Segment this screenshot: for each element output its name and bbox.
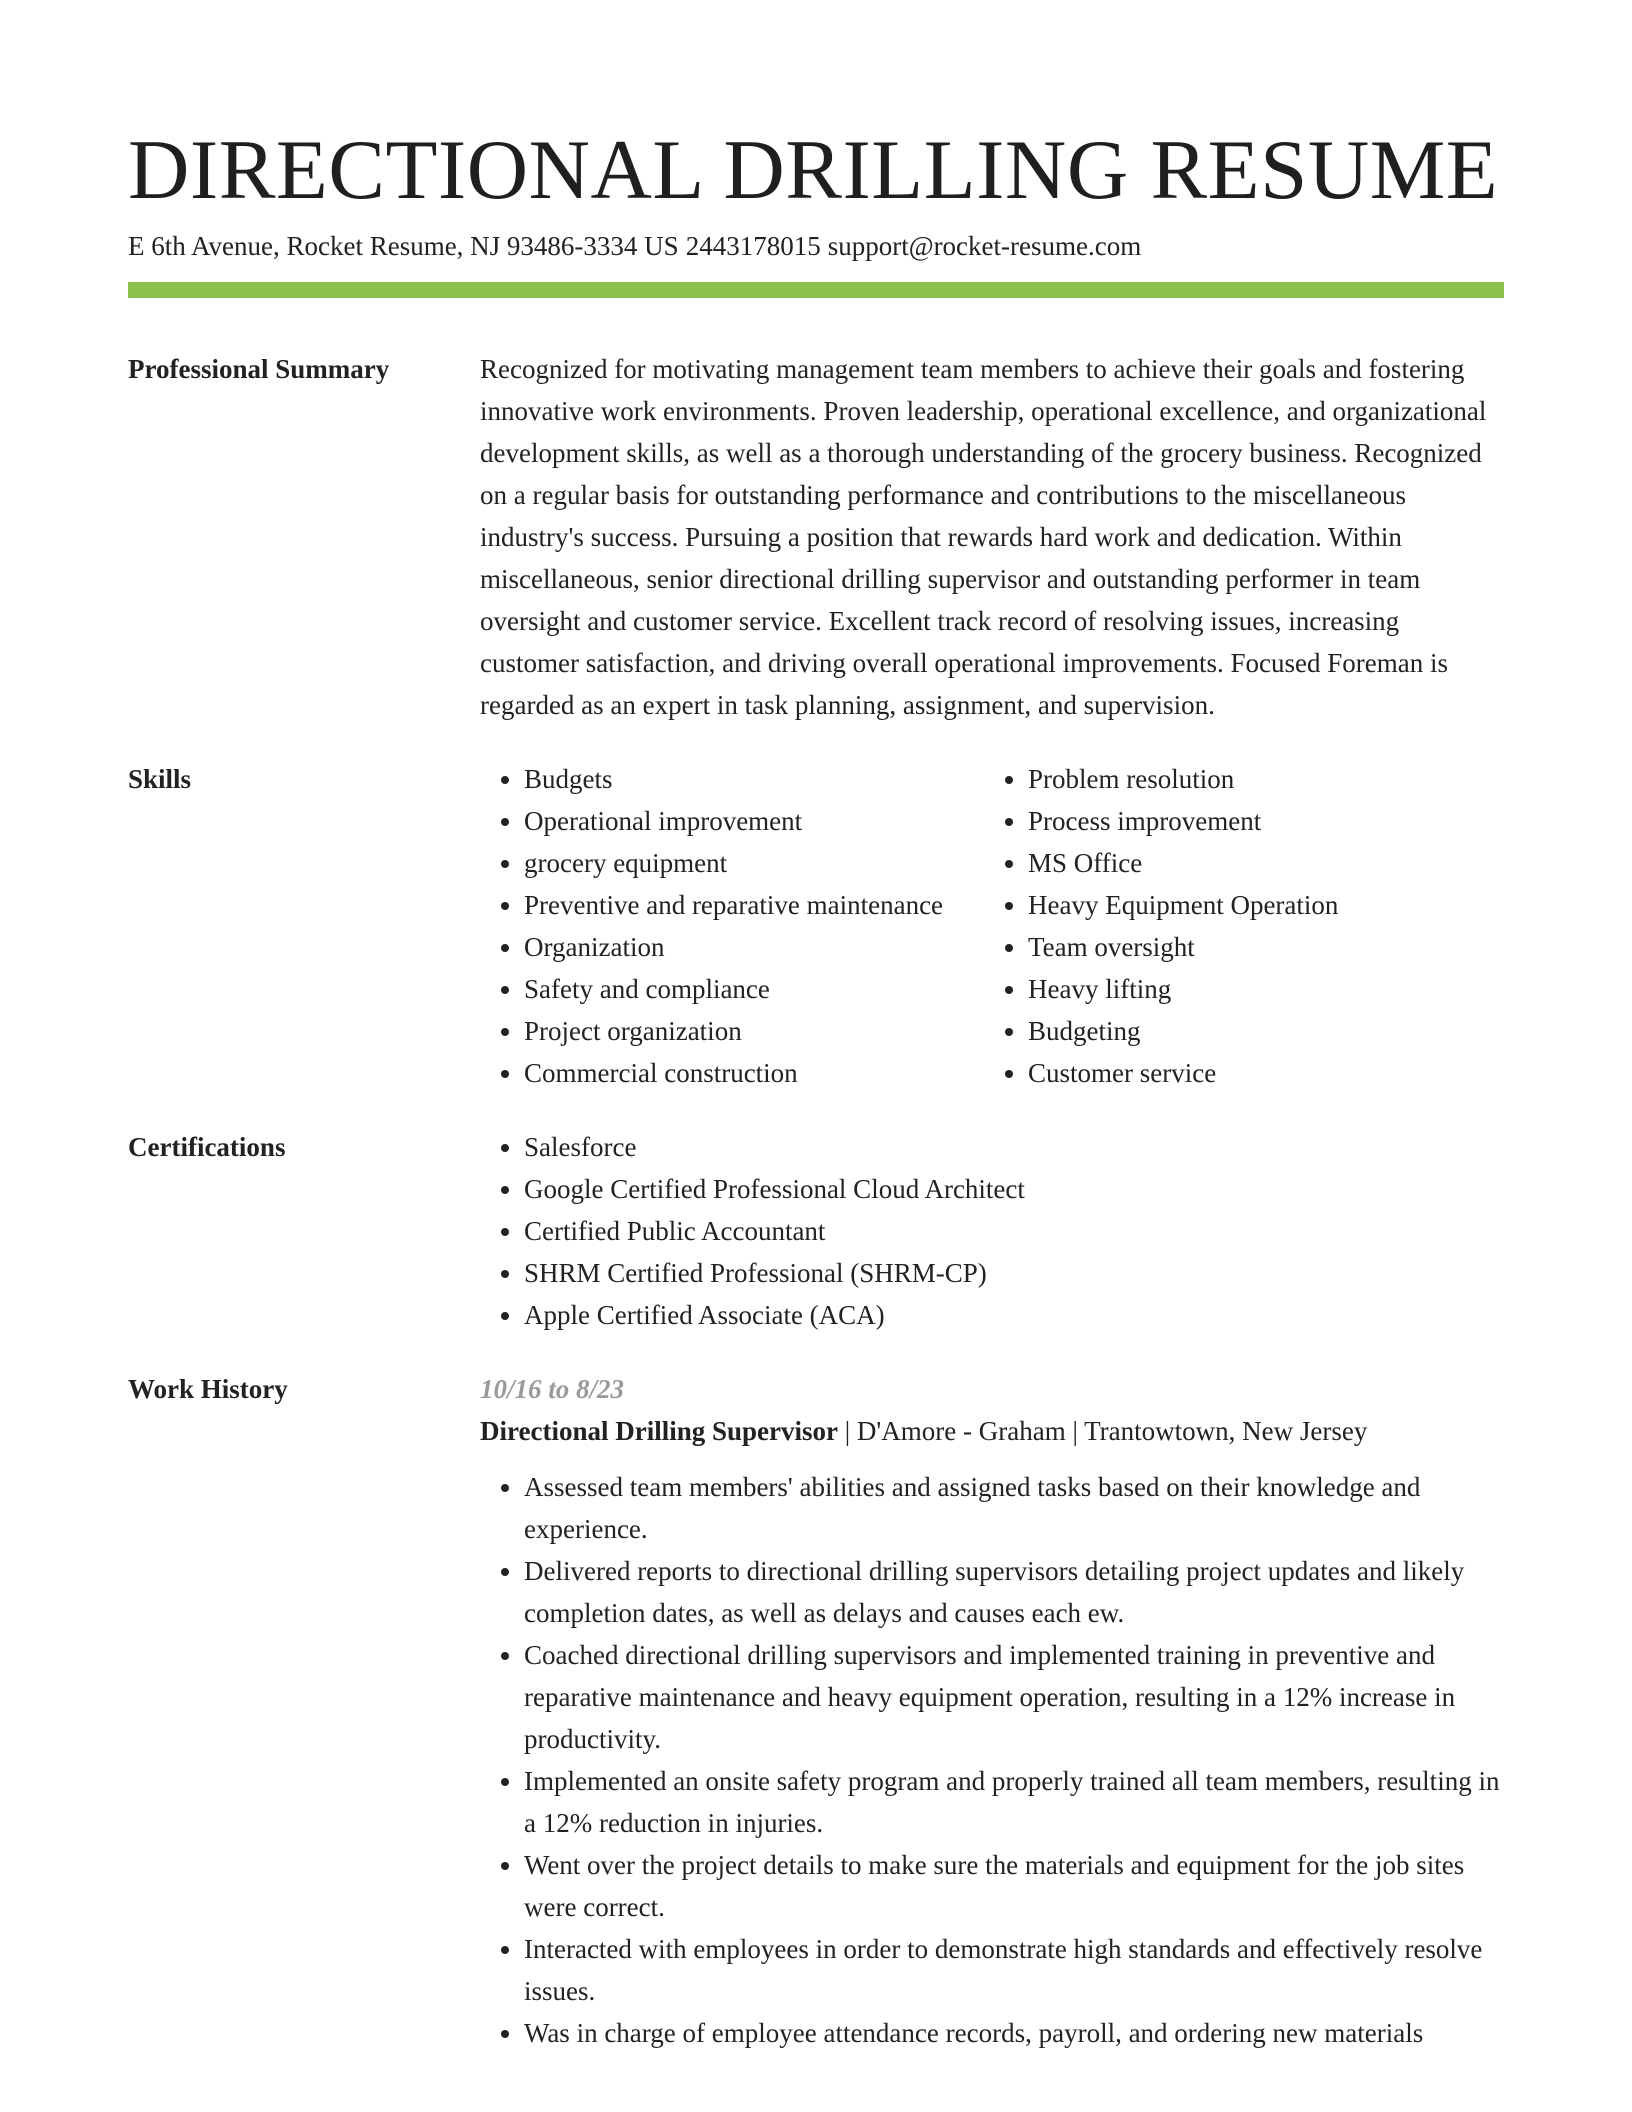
job-title-line <box>480 1410 1504 1452</box>
summary-text: Recognized for motivating management team members to achieve their goals and fostering innovative work environments. Proven leadership, operational excellence, and organizational development skills, as well as a thorough understanding of the grocery business. Recognized on a regular basis for outstanding performance and contributions to the miscellaneous industry's success. Pursuing a position that rewards hard work and dedication. Within miscellaneous, senior directional drilling supervisor and outstanding performer in team oversight and customer service. Excellent track record of resolving issues, increasing customer satisfaction, and driving overall operational improvements. Focused Foreman is regarded as an expert in task planning, assignment, and supervision. <box>480 354 1487 720</box>
contact-line <box>128 228 1504 264</box>
certification-item: • Salesforce <box>524 1126 1504 1168</box>
skills-heading: Skills <box>128 764 192 794</box>
job-bullet: • Went over the project details to make sure the materials and equipment for the job sites were correct. <box>524 1844 1504 1928</box>
contact-email: support@rocket-resume.com <box>827 231 1142 261</box>
skill-item: • Team oversight <box>1028 926 1504 968</box>
skill-item: • Organization <box>524 926 984 968</box>
certifications-section <box>128 1126 1504 1336</box>
skill-item: • Process improvement <box>1028 800 1504 842</box>
job-bullet: • Was in charge of employee attendance records, payroll, and ordering new materials <box>524 2012 1504 2054</box>
skill-item: • Customer service <box>1028 1052 1504 1094</box>
job-title: Directional Drilling Supervisor <box>480 1416 838 1446</box>
skill-item: • Heavy Equipment Operation <box>1028 884 1504 926</box>
work-history-section <box>128 1368 1504 2054</box>
skill-item: • Operational improvement <box>524 800 984 842</box>
skill-item: • Preventive and reparative maintenance <box>524 884 984 926</box>
work-history-body <box>480 1368 1504 2054</box>
skills-section <box>128 758 1504 1094</box>
certification-item: • Certified Public Accountant <box>524 1210 1504 1252</box>
skill-item: • Problem resolution <box>1028 758 1504 800</box>
skill-item: • Heavy lifting <box>1028 968 1504 1010</box>
contact-address: E 6th Avenue, Rocket Resume, NJ 93486-3334 US <box>128 231 679 261</box>
certifications-heading: Certifications <box>128 1132 286 1162</box>
summary-heading: Professional Summary <box>128 354 390 384</box>
skill-item: • Commercial construction <box>524 1052 984 1094</box>
contact-phone: 2443178015 <box>685 231 821 261</box>
skill-item: • Budgeting <box>1028 1010 1504 1052</box>
header-divider <box>128 282 1504 298</box>
skill-item: • Project organization <box>524 1010 984 1052</box>
job-bullet: • Interacted with employees in order to demonstrate high standards and effectively resolve issues. <box>524 1928 1504 2012</box>
job-company-location: | D'Amore - Graham | Trantowtown, New Jersey <box>838 1416 1368 1446</box>
resume-page <box>128 120 1504 2054</box>
job-bullets <box>480 1466 1504 2054</box>
certifications-body <box>480 1126 1504 1336</box>
skill-item: • grocery equipment <box>524 842 984 884</box>
certifications-list <box>480 1126 1504 1336</box>
job-bullet: • Delivered reports to directional drilling supervisors detailing project updates and likely completion dates, as well as delays and causes each ew. <box>524 1550 1504 1634</box>
job-bullet: • Assessed team members' abilities and assigned tasks based on their knowledge and experience. <box>524 1466 1504 1550</box>
skill-item: • Budgets <box>524 758 984 800</box>
skill-item: • MS Office <box>1028 842 1504 884</box>
certification-item: • Apple Certified Associate (ACA) <box>524 1294 1504 1336</box>
summary-body <box>480 348 1504 726</box>
skill-item: • Safety and compliance <box>524 968 984 1010</box>
summary-section <box>128 348 1504 726</box>
work-history-heading: Work History <box>128 1374 288 1404</box>
skills-body <box>480 758 1504 1094</box>
job-bullet: • Implemented an onsite safety program and properly trained all team members, resulting in a 12% reduction in injuries. <box>524 1760 1504 1844</box>
job-dates: 10/16 to 8/23 <box>480 1374 625 1404</box>
skills-list-right <box>984 758 1504 1094</box>
resume-title: DIRECTIONAL DRILLING RESUME <box>128 123 1499 217</box>
job-entry <box>480 1368 1504 2054</box>
certification-item: • Google Certified Professional Cloud Architect <box>524 1168 1504 1210</box>
job-bullet: • Coached directional drilling supervisors and implemented training in preventive and reparative maintenance and heavy equipment operation, resulting in a 12% increase in productivity. <box>524 1634 1504 1760</box>
skills-list-left <box>480 758 984 1094</box>
certification-item: • SHRM Certified Professional (SHRM-CP) <box>524 1252 1504 1294</box>
